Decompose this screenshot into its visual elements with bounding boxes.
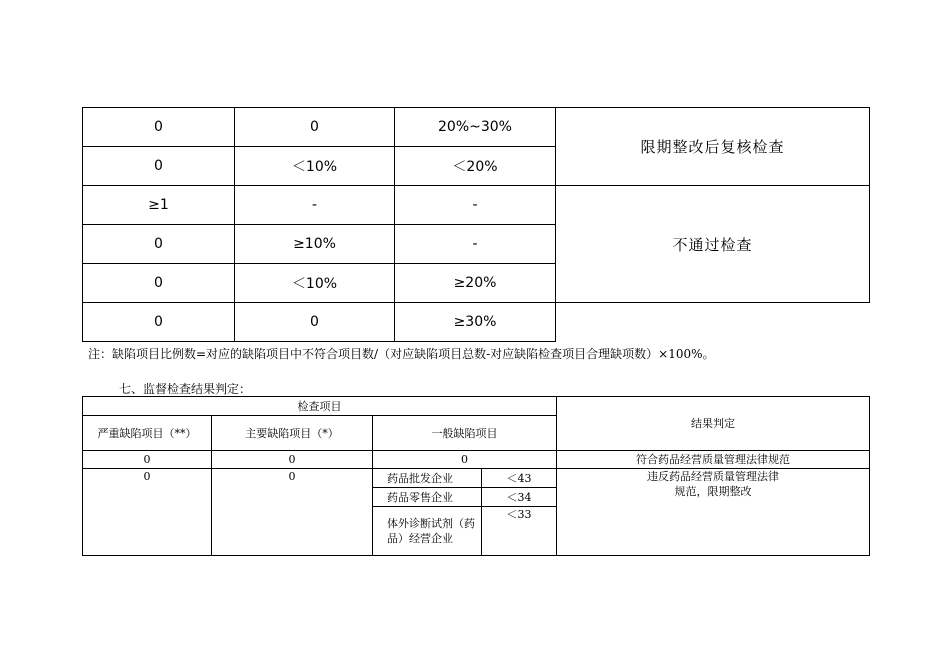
table-cell: 0: [373, 451, 557, 469]
table-cell: 0: [83, 451, 212, 469]
table-cell: 0: [83, 108, 235, 147]
table-cell: 0: [212, 451, 373, 469]
table-cell: ≥10%: [235, 225, 395, 264]
table-cell: 0: [83, 225, 235, 264]
section-heading: 七、监督检查结果判定：: [119, 382, 252, 396]
table-cell: ＜10%: [235, 147, 395, 186]
header-group: 检查项目: [83, 397, 557, 416]
result-judgement-table: [82, 396, 870, 556]
enterprise-type: 药品零售企业: [373, 488, 482, 507]
footnote: 注：缺陷项目比例数=对应的缺陷项目中不符合项目数/（对应缺陷项目总数-对应缺陷检查项目合理缺项数）×100%。: [88, 347, 715, 361]
table-cell: -: [395, 225, 556, 264]
header-result: 结果判定: [557, 397, 870, 451]
table-cell: ＜10%: [235, 264, 395, 303]
table-cell: ＜20%: [395, 147, 556, 186]
table-cell: 0: [83, 303, 235, 342]
enterprise-type: 体外诊断试剂（药品）经营企业: [373, 507, 482, 556]
header-general: 一般缺陷项目: [373, 416, 557, 451]
table-cell: 0: [83, 264, 235, 303]
table-row: [83, 303, 870, 342]
table-cell: ≥1: [83, 186, 235, 225]
table-cell: 0: [235, 303, 395, 342]
result-compliant: 符合药品经营质量管理法律规范: [557, 451, 870, 469]
table-row: [83, 186, 870, 225]
defect-ratio-table: [82, 107, 870, 342]
header-serious: 严重缺陷项目（**）: [83, 416, 212, 451]
table-cell: ≥20%: [395, 264, 556, 303]
defect-limit: ＜43: [482, 469, 557, 488]
defect-limit: ＜33: [482, 507, 557, 556]
table-row: [83, 469, 870, 488]
table-cell: 20%~30%: [395, 108, 556, 147]
result-violation: 违反药品经营质量管理法律规范，限期整改: [557, 469, 870, 556]
result-fail: 不通过检查: [556, 186, 870, 303]
table-cell: ≥30%: [395, 303, 556, 342]
table-cell: 0: [83, 469, 212, 556]
table-cell: -: [235, 186, 395, 225]
empty-cell: [556, 303, 870, 342]
defect-limit: ＜34: [482, 488, 557, 507]
table-cell: 0: [83, 147, 235, 186]
table-cell: 0: [212, 469, 373, 556]
table-row: [83, 108, 870, 147]
table-cell: -: [395, 186, 556, 225]
result-recheck: 限期整改后复核检查: [556, 108, 870, 186]
header-major: 主要缺陷项目（*）: [212, 416, 373, 451]
table-row: [83, 451, 870, 469]
enterprise-type: 药品批发企业: [373, 469, 482, 488]
table-cell: 0: [235, 108, 395, 147]
table-header-row: [83, 397, 870, 416]
